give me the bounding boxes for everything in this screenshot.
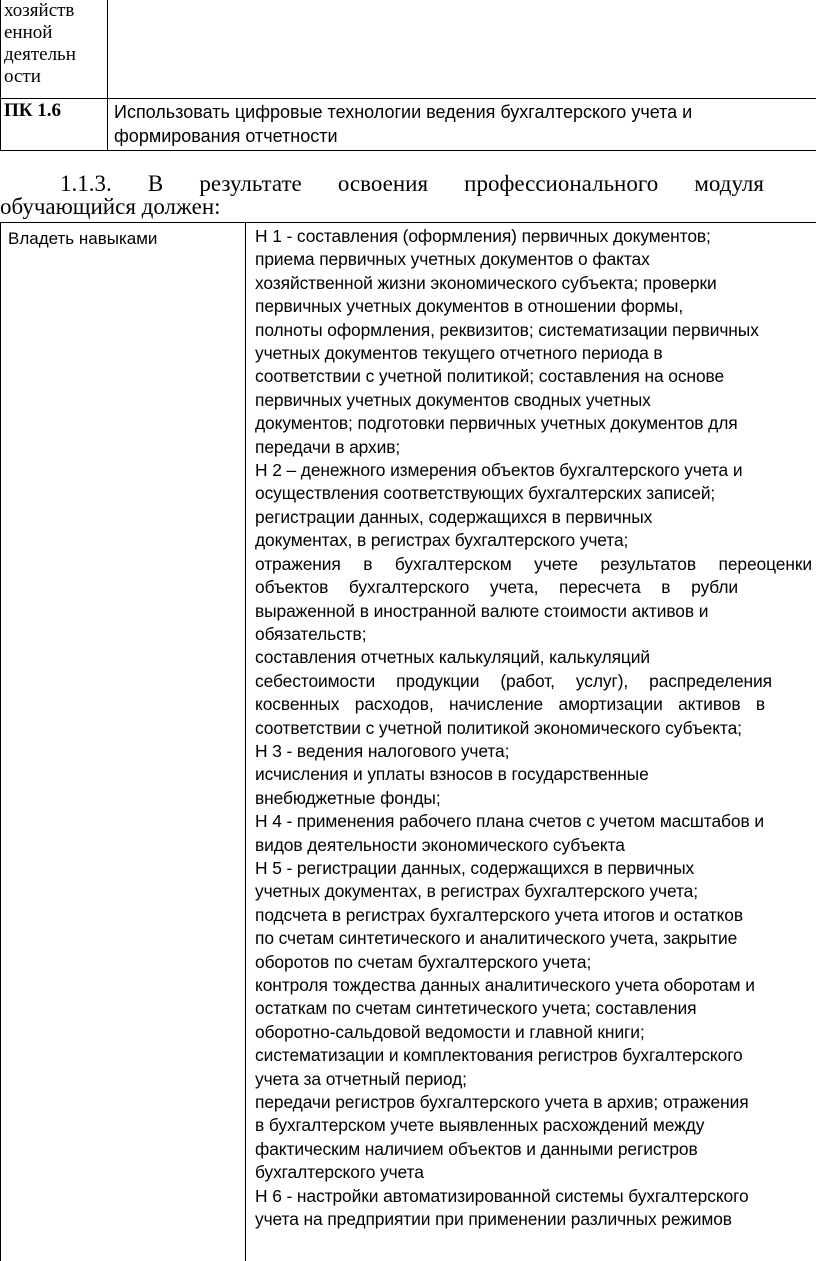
skills-line: передачи регистров бухгалтерского учета в архив; отражения <box>255 1092 749 1113</box>
skills-line: учета на предприятии при применении различных режимов <box>255 1209 732 1230</box>
skills-line: по счетам синтетического и аналитического учета, закрытие <box>255 928 738 949</box>
skills-line: выраженной в иностранной валюте стоимости активов и <box>255 600 709 621</box>
skills-line: Н 5 - регистрации данных, содержащихся в первичных <box>255 857 695 878</box>
skills-line: документов; подготовки первичных учетных документов для <box>255 413 738 434</box>
competency-description-line: формирования отчетности <box>114 126 338 146</box>
skills-line: первичных учетных документов сводных учетных <box>255 389 651 410</box>
skills-line: соответствии с учетной политикой экономического субъекта; <box>255 717 742 738</box>
activity-label-line: енной <box>4 22 53 43</box>
skills-line: обязательств; <box>255 623 367 644</box>
skills-line: приема первичных учетных документов о фактах <box>255 249 650 270</box>
skills-line: подсчета в регистрах бухгалтерского учета итогов и остатков <box>255 904 744 925</box>
skills-line: хозяйственной жизни экономического субъекта; проверки <box>255 272 717 293</box>
skills-line: учета за отчетный период; <box>255 1068 467 1089</box>
skills-line: косвенных расходов, начисление амортизации активов в <box>255 694 765 715</box>
skills-line: оборотно-сальдовой ведомости и главной книги; <box>255 1021 645 1042</box>
table-border-top <box>0 222 816 223</box>
activity-label-line: хозяйств <box>4 0 75 21</box>
skills-line: фактическим наличием объектов и данными регистров <box>255 1138 698 1159</box>
table-border-middle <box>245 222 246 1261</box>
skills-line: соответствии с учетной политикой; составления на основе <box>255 366 725 387</box>
section-heading-line: 1.1.3. В результате освоения профессионального модуля <box>60 171 764 196</box>
skills-line: в бухгалтерском учете выявленных расхождений между <box>255 1115 705 1136</box>
section-paragraph <box>0 172 764 218</box>
skills-line: исчисления и уплаты взносов в государственные <box>255 764 649 785</box>
skills-line: первичных учетных документов в отношении формы, <box>255 296 684 317</box>
competency-description-line: Использовать цифровые технологии ведения бухгалтерского учета и <box>114 102 693 122</box>
skills-line: осуществления соответствующих бухгалтерских записей; <box>255 483 716 504</box>
skills-line: Н 3 - ведения налогового учета; <box>255 740 510 761</box>
skills-line: Н 1 - составления (оформления) первичных документов; <box>255 226 711 246</box>
activity-label-cell <box>0 0 107 98</box>
activity-label-line: деятельн <box>4 44 76 65</box>
section-heading-line: обучающийся должен: <box>0 194 221 219</box>
skills-table <box>0 222 816 1261</box>
skills-line: документах, в регистрах бухгалтерского учета; <box>255 530 629 551</box>
skills-description <box>255 225 815 1231</box>
skills-line: передачи в архив; <box>255 436 401 457</box>
skills-line: себестоимости продукции (работ, услуг), распределения <box>255 670 772 691</box>
skills-line: полноты оформления, реквизитов; систематизации первичных <box>255 319 759 340</box>
skills-line: Н 2 – денежного измерения объектов бухгалтерского учета и <box>255 460 743 481</box>
activity-label-line: ости <box>4 66 41 87</box>
skills-line: учетных документов текущего отчетного периода в <box>255 343 663 364</box>
skills-line: видов деятельности экономического субъекта <box>255 834 625 855</box>
competency-description <box>107 98 816 151</box>
skills-line: учетных документах, в регистрах бухгалтерского учета; <box>255 881 698 902</box>
skills-line: Н 4 - применения рабочего плана счетов с учетом масштабов и <box>255 811 764 832</box>
skills-line: контроля тождества данных аналитического учета оборотам и <box>255 975 755 995</box>
skills-line: систематизации и комплектования регистров бухгалтерского <box>255 1045 743 1066</box>
skills-line: составления отчетных калькуляций, калькуляций <box>255 647 650 668</box>
skills-line: остаткам по счетам синтетического учета; составления <box>255 998 697 1019</box>
skills-line: Н 6 - настройки автоматизированной системы бухгалтерского <box>255 1185 749 1206</box>
skills-line: регистрации данных, содержащихся в первичных <box>255 506 653 527</box>
skills-label: Владеть навыками <box>8 229 158 248</box>
table-border-left <box>0 222 1 1261</box>
skills-line: внебюджетные фонды; <box>255 787 441 808</box>
skills-line: объектов бухгалтерского учета, пересчета в рубли <box>255 577 738 598</box>
skills-line: бухгалтерского учета <box>255 1162 424 1183</box>
activity-description-cell <box>107 0 816 98</box>
skills-line: оборотов по счетам бухгалтерского учета; <box>255 951 592 972</box>
competency-table <box>0 0 816 151</box>
competency-code: ПК 1.6 <box>4 100 62 121</box>
skills-line: отражения в бухгалтерском учете результатов переоценки <box>255 553 812 574</box>
